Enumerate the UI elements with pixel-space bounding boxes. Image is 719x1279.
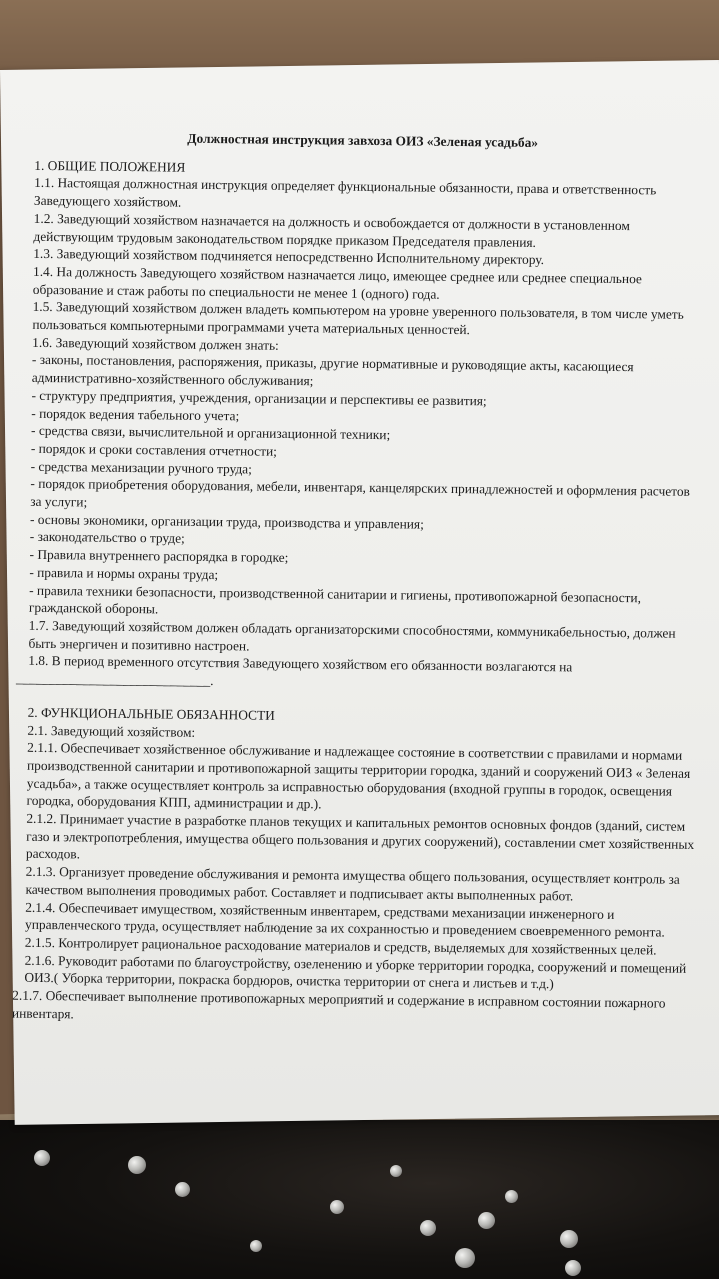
clause: 1.6. Заведующий хозяйством должен знать: bbox=[32, 334, 279, 353]
pearl-bead bbox=[565, 1260, 581, 1276]
document-title: Должностная инструкция завхоза ОИЗ «Зеленая усадьба» bbox=[187, 130, 539, 150]
section-duties bbox=[12, 703, 696, 1030]
blank-line: _____________________________. bbox=[15, 670, 214, 689]
clause: 2.1.2. Принимает участие в разработке планов текущих и капитальных ремонтов основных фондов (зданий, систем газо и электропотребления, имущества общего пользования и других сооружений), составлении смет хозяйственных расходов. bbox=[25, 810, 695, 862]
list-item: - средства механизации ручного труда; bbox=[30, 458, 253, 477]
clause: 2.1.6. Руководит работами по благоустройству, озеленению и уборке территории городка, сооружений и помещений ОИЗ.( Уборка территории, покраска бордюров, очистка территории от снега и листьев и т.д.) bbox=[24, 952, 687, 992]
clause: 2.1.5. Контролирует рациональное расходование материалов и средств, выделяемых для хозяйственных целей. bbox=[24, 934, 657, 958]
clause: 1.4. На должность Заведующего хозяйством назначается лицо, имеющее среднее или среднее специальное образование и стаж работы по специальности не менее 1 (одного) года. bbox=[32, 263, 643, 302]
clause: 1.8. В период временного отсутствия Заведующего хозяйством его обязанности возлагаются на bbox=[28, 653, 573, 675]
list-item: - законы, постановления, распоряжения, приказы, другие нормативные и руководящие акты, касающиеся административно-хозяйственного обслуживания; bbox=[31, 352, 634, 389]
clause: 1.5. Заведующий хозяйством должен владеть компьютером на уровне уверенного пользователя, в том числе уметь пользоваться компьютерными программами учета материальных ценностей. bbox=[32, 299, 684, 338]
list-item: - правила техники безопасности, производственной санитарии и гигиены, противопожарной безопасности, гражданской обороны. bbox=[28, 582, 642, 617]
list-item: - основы экономики, организации труда, производства и управления; bbox=[29, 511, 424, 532]
clause: 2.1. Заведующий хозяйством: bbox=[27, 722, 196, 740]
clause: 1.3. Заведующий хозяйством подчиняется непосредственно Исполнительному директору. bbox=[33, 246, 545, 268]
list-item: - порядок приобретения оборудования, мебели, инвентаря, канцелярских принадлежностей и оформления расчетов за услуги; bbox=[30, 476, 690, 510]
clause: 2.1.4. Обеспечивает имуществом, хозяйственным инвентарем, средствами механизации инженерного и управленческого труда, осуществляет наблюдение за их сохранностью и проведением своевременного ремонта. bbox=[24, 899, 665, 940]
pearl-bead bbox=[560, 1230, 578, 1248]
clause: 2.1.3. Организует проведение обслуживания и ремонта имущества общего пользования, осуществляет контроль за качеством выполнения проводимых работ. Составляет и подписывает акты выполненных работ. bbox=[25, 863, 680, 904]
pearl-bead bbox=[390, 1165, 402, 1177]
list-item: - правила и нормы охраны труда; bbox=[29, 564, 219, 582]
list-item: - средства связи, вычислительной и организационной техники; bbox=[31, 423, 391, 443]
list-item: - структуру предприятия, учреждения, организации и перспективы ее развития; bbox=[31, 387, 487, 409]
pearl-bead bbox=[250, 1240, 262, 1252]
list-item: - порядок и сроки составления отчетности; bbox=[30, 440, 277, 459]
clause: 1.7. Заведующий хозяйством должен обладать организаторскими способностями, коммуникабельностью, должен быть энергичен и позитивно настроен. bbox=[28, 617, 676, 654]
clause: 2.1.7. Обеспечивает выполнение противопожарных мероприятий и содержание в исправном состоянии пожарного инвентаря. bbox=[11, 987, 666, 1022]
list-item: - порядок ведения табельного учета; bbox=[31, 405, 240, 423]
document-content bbox=[12, 128, 703, 1031]
pearl-bead bbox=[128, 1156, 146, 1174]
clause: 2.1.1. Обеспечивает хозяйственное обслуживание и надлежащее состояние в соответствии с правилами и нормами производственной санитарии и противопожарной защиты территории городка, зданий и сооружений ОИЗ « Зеленая усадьба», а также осуществляет контроль за исправностью оборудования (входной группы в городок, освещения городка, оборудования КПП, администрации и др.). bbox=[26, 739, 691, 812]
list-item: - законодательство о труде; bbox=[29, 529, 185, 547]
section-heading: 2. ФУНКЦИОНАЛЬНЫЕ ОБЯЗАННОСТИ bbox=[27, 704, 275, 723]
pearl-bead bbox=[455, 1248, 475, 1268]
section-heading: 1. ОБЩИЕ ПОЛОЖЕНИЯ bbox=[34, 157, 186, 175]
document-page bbox=[0, 60, 719, 1125]
clause: 1.1. Настоящая должностная инструкция определяет функциональные обязанности, права и ответственность Заведующего хозяйством. bbox=[33, 175, 657, 210]
section-general bbox=[16, 156, 702, 695]
list-item: - Правила внутреннего распорядка в городке; bbox=[29, 546, 289, 566]
pearl-bead bbox=[420, 1220, 436, 1236]
pearl-bead bbox=[478, 1212, 495, 1229]
pearl-bead bbox=[175, 1182, 190, 1197]
pearl-bead bbox=[34, 1150, 50, 1166]
pearl-bead bbox=[505, 1190, 518, 1203]
clause: 1.2. Заведующий хозяйством назначается на должность и освобождается от должности в установленном действующим трудовым законодательством порядке приказом Председателя правления. bbox=[33, 210, 631, 250]
pearl-bead bbox=[330, 1200, 344, 1214]
dark-fabric-background bbox=[0, 1120, 719, 1279]
